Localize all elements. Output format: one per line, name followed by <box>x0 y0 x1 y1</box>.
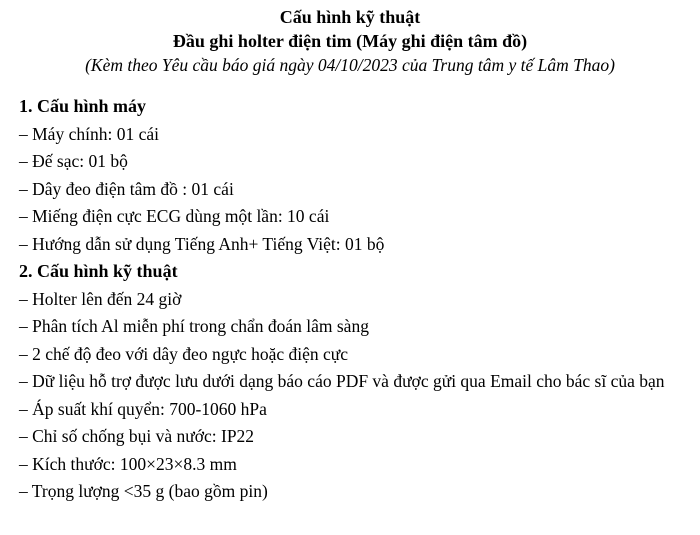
list-item: – 2 chế độ đeo với dây đeo ngực hoặc điện cực <box>19 343 349 364</box>
list-item: – Kích thước: 100×23×8.3 mm <box>19 453 237 474</box>
list-item: – Đế sạc: 01 bộ <box>19 151 128 171</box>
section-heading-technical-config: 2. Cấu hình kỹ thuật <box>19 261 178 281</box>
document-header <box>0 0 700 77</box>
list-item: – Dữ liệu hỗ trợ được lưu dưới dạng báo cáo PDF và được gửi qua Email cho bác sĩ của bạn <box>19 371 665 391</box>
section-heading-machine-config: 1. Cấu hình máy <box>19 96 147 116</box>
list-item: – Chỉ số chống bụi và nước: IP22 <box>19 426 255 446</box>
list-item: – Áp suất khí quyển: 700-1060 hPa <box>19 398 267 419</box>
list-item: – Holter lên đến 24 giờ <box>19 288 182 309</box>
document-note: (Kèm theo Yêu cầu báo giá ngày 04/10/2023 của Trung tâm y tế Lâm Thao) <box>85 55 615 75</box>
list-item: – Miếng điện cực ECG dùng một lần: 10 cái <box>19 206 330 226</box>
document-body <box>19 93 684 506</box>
document-title: Cấu hình kỹ thuật <box>279 7 421 27</box>
list-item: – Hướng dẫn sử dụng Tiếng Anh+ Tiếng Việt: 01 bộ <box>19 233 385 254</box>
list-item: – Dây đeo điện tâm đồ : 01 cái <box>19 178 234 199</box>
list-item: – Phân tích Al miễn phí trong chẩn đoán lâm sàng <box>19 316 369 336</box>
list-item: – Trọng lượng <35 g (bao gồm pin) <box>19 481 268 501</box>
list-item: – Máy chính: 01 cái <box>19 123 159 144</box>
document-subtitle: Đầu ghi holter điện tim (Máy ghi điện tâm đồ) <box>172 31 528 51</box>
